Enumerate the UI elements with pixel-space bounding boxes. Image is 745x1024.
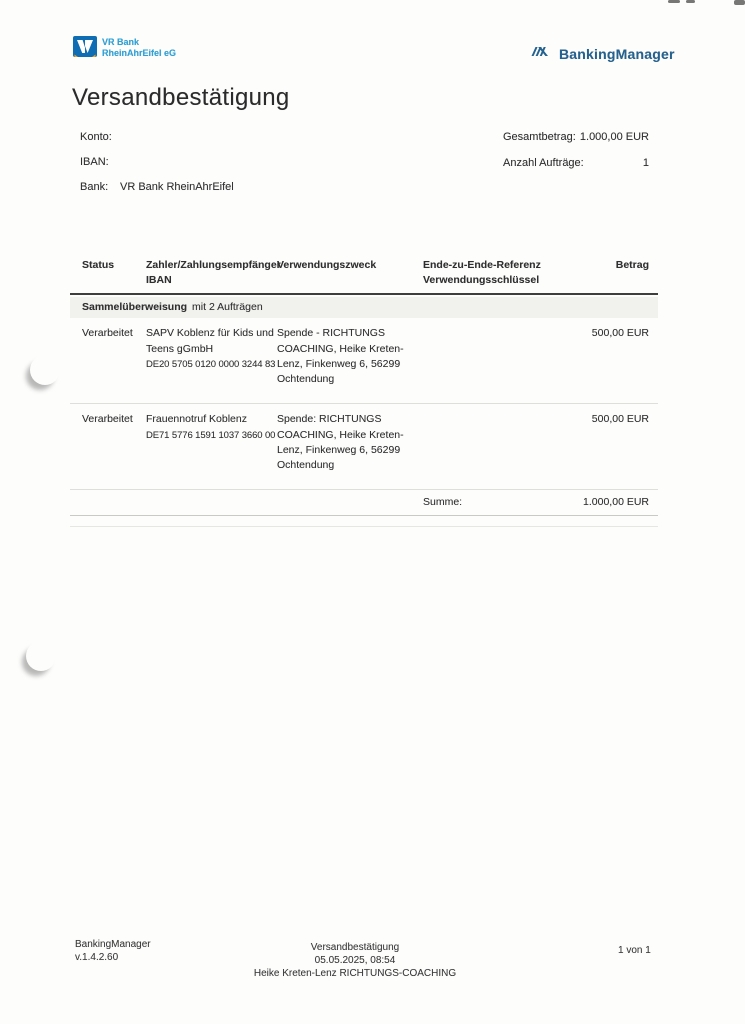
table-bottom-rule xyxy=(70,516,658,527)
bank-label: Bank: xyxy=(80,181,109,193)
row-status: Verarbeitet xyxy=(82,327,133,340)
footer-app-version: v.1.4.2.60 xyxy=(75,952,119,964)
row-payee-cell xyxy=(146,412,277,473)
vr-bank-icon xyxy=(73,36,97,64)
col-header-reference: Ende-zu-Ende-Referenz Verwendungsschlüssel xyxy=(423,259,541,287)
bankingmanager-icon xyxy=(531,43,553,65)
field-iban xyxy=(80,156,109,168)
group-title: Sammelüberweisung xyxy=(82,301,188,314)
vr-bank-logo-text xyxy=(102,36,176,59)
row-status: Verarbeitet xyxy=(82,413,133,426)
col-header-status: Status xyxy=(82,259,115,271)
bank-value: VR Bank RheinAhrEifel xyxy=(120,181,234,193)
orders-table xyxy=(70,258,658,527)
footer-doc-title: Versandbestätigung xyxy=(310,942,400,953)
col-header-payer-iban: Zahler/Zahlungsempfänger IBAN xyxy=(146,259,281,287)
vr-bank-logo xyxy=(73,36,176,64)
total-row xyxy=(70,490,658,516)
vr-bank-name: VR Bank xyxy=(102,37,140,47)
bankingmanager-label: BankingManager xyxy=(559,46,675,62)
total-value: 1.000,00 EUR xyxy=(583,496,649,509)
konto-label: Konto: xyxy=(80,131,112,143)
row-reference xyxy=(423,412,579,473)
field-anzahl-auftraege xyxy=(503,157,649,169)
punch-hole-shadow xyxy=(26,641,56,671)
table-row xyxy=(70,404,658,490)
gesamtbetrag-label: Gesamtbetrag: xyxy=(503,131,576,143)
field-gesamtbetrag xyxy=(503,131,649,143)
batch-transfer-group-row xyxy=(70,297,658,318)
scan-smudge xyxy=(686,0,695,3)
row-payee-cell xyxy=(146,326,277,387)
footer-app-name: BankingManager xyxy=(75,939,151,950)
anzahl-value: 1 xyxy=(642,157,649,169)
row-purpose: Spende - RICHTUNGS COACHING, Heike Kreten-Lenz, Finkenweg 6, 56299 Ochtendung xyxy=(277,327,404,386)
footer-document-info xyxy=(185,941,525,981)
col-header-amount: Betrag xyxy=(615,259,649,271)
anzahl-label: Anzahl Aufträge: xyxy=(503,157,584,169)
table-row xyxy=(70,318,658,404)
row-amount: 500,00 EUR xyxy=(591,413,649,426)
footer-app-info xyxy=(75,938,151,964)
iban-label: IBAN: xyxy=(80,156,109,168)
table-header-row xyxy=(70,258,658,295)
payee-name: Frauennotruf Koblenz xyxy=(146,413,247,426)
page-title: Versandbestätigung xyxy=(72,84,290,111)
vr-bank-region: RheinAhrEifel eG xyxy=(102,47,177,58)
scan-smudge xyxy=(734,0,745,5)
field-konto xyxy=(80,131,112,143)
scan-smudge xyxy=(668,0,680,3)
gesamtbetrag-value: 1.000,00 EUR xyxy=(579,131,649,143)
field-bank xyxy=(80,181,234,193)
row-amount: 500,00 EUR xyxy=(591,327,649,340)
payee-iban: DE20 5705 0120 0000 3244 83 xyxy=(146,358,276,370)
group-subtitle: mit 2 Aufträgen xyxy=(192,301,263,314)
footer-datetime: 05.05.2025, 08:54 xyxy=(314,955,396,967)
footer-page-number: 1 von 1 xyxy=(618,945,651,956)
payee-iban: DE71 5776 1591 1037 3660 00 xyxy=(146,429,276,441)
row-purpose: Spende: RICHTUNGS COACHING, Heike Kreten-Lenz, Finkenweg 6, 56299 Ochtendung xyxy=(277,413,404,471)
row-reference xyxy=(423,326,579,387)
total-label: Summe: xyxy=(423,496,463,509)
footer-author: Heike Kreten-Lenz RICHTUNGS-COACHING xyxy=(253,968,457,980)
col-header-purpose: Verwendungszweck xyxy=(277,259,377,271)
bankingmanager-logo xyxy=(531,43,675,65)
punch-hole-shadow xyxy=(30,355,60,385)
payee-name: SAPV Koblenz für Kids und Teens gGmbH xyxy=(146,327,274,355)
